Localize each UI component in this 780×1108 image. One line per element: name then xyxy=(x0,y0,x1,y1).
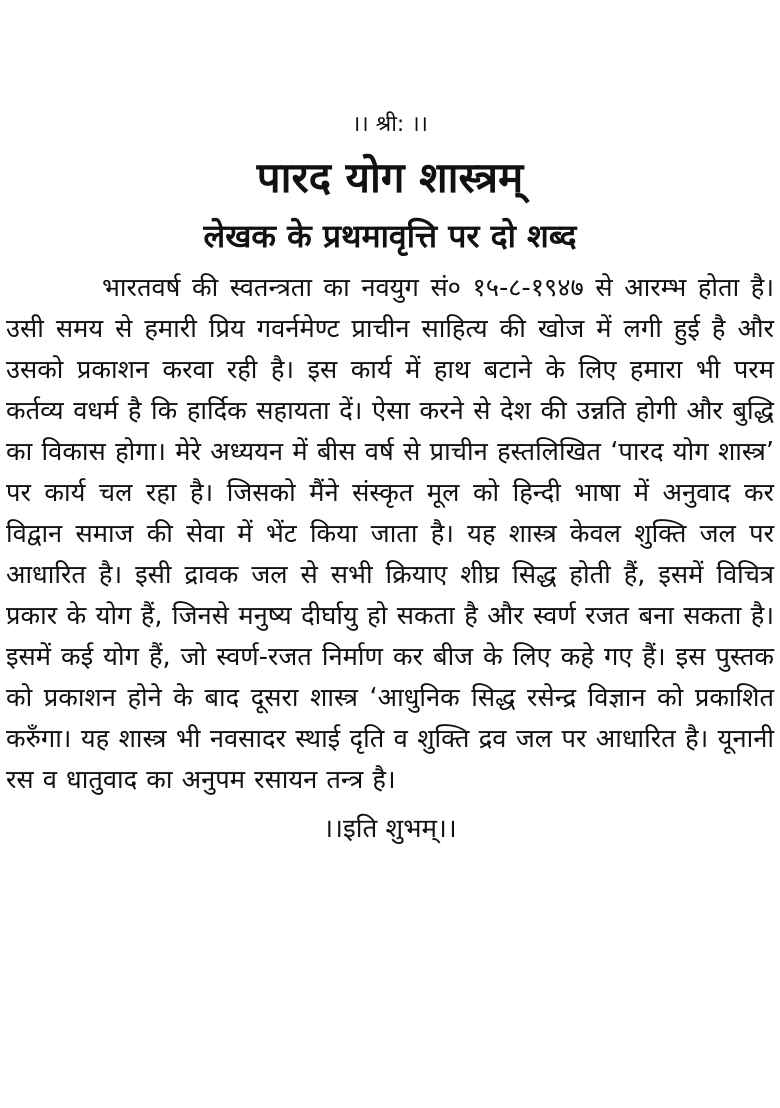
closing-line: ।।इति शुभम्।। xyxy=(323,814,457,844)
section-subtitle: लेखक के प्रथमावृत्ति पर दो शब्द xyxy=(203,217,577,255)
invocation-heading: ।। श्री: ।। xyxy=(351,112,429,137)
page-title: पारद योग शास्त्रम् xyxy=(256,153,524,202)
body-paragraph: भारतवर्ष की स्वतन्त्रता का नवयुग सं० १५-८-१९४७ से आरम्भ होता है। उसी समय से हमारी प्रिय गवर्नमेण्ट प्राचीन साहित्य की खोज में लगी हुई है और उसको प्रकाशन करवा रही है। इस कार्य में हाथ बटाने के लिए हमारा भी परम कर्तव्य वधर्म है कि हार्दिक सहायता दें। ऐसा करने से देश की उन्नति होगी और बुद्धि का विकास होगा। मेरे अध्ययन में बीस वर्ष से प्राचीन हस्तलिखित ‘पारद योग शास्त्र’ पर कार्य चल रहा है। जिसको मैंने संस्कृत मूल को हिन्दी भाषा में अनुवाद कर विद्वान समाज की सेवा में भेंट किया जाता है। यह शास्त्र केवल शुक्ति जल पर आधारित है। इसी द्रावक जल से सभी क्रियाए शीघ्र सिद्ध होती हैं, इसमें विचित्र प्रकार के योग हैं, जिनसे मनुष्य दीर्घायु हो सकता है और स्वर्ण रजत बना सकता है। इसमें कई योग हैं, जो स्वर्ण-रजत निर्माण कर बीज के लिए कहे गए हैं। इस पुस्तक को प्रकाशन होने के बाद दूसरा शास्त्र ‘आधुनिक सिद्ध रसेन्द्र विज्ञान को प्रकाशित करुँगा। यह शास्त्र भी नवसादर स्थाई दृति व शुक्ति द्रव जल पर आधारित है। यूनानी रस व धातुवाद का अनुपम रसायन तन्त्र है। xyxy=(6,273,774,795)
